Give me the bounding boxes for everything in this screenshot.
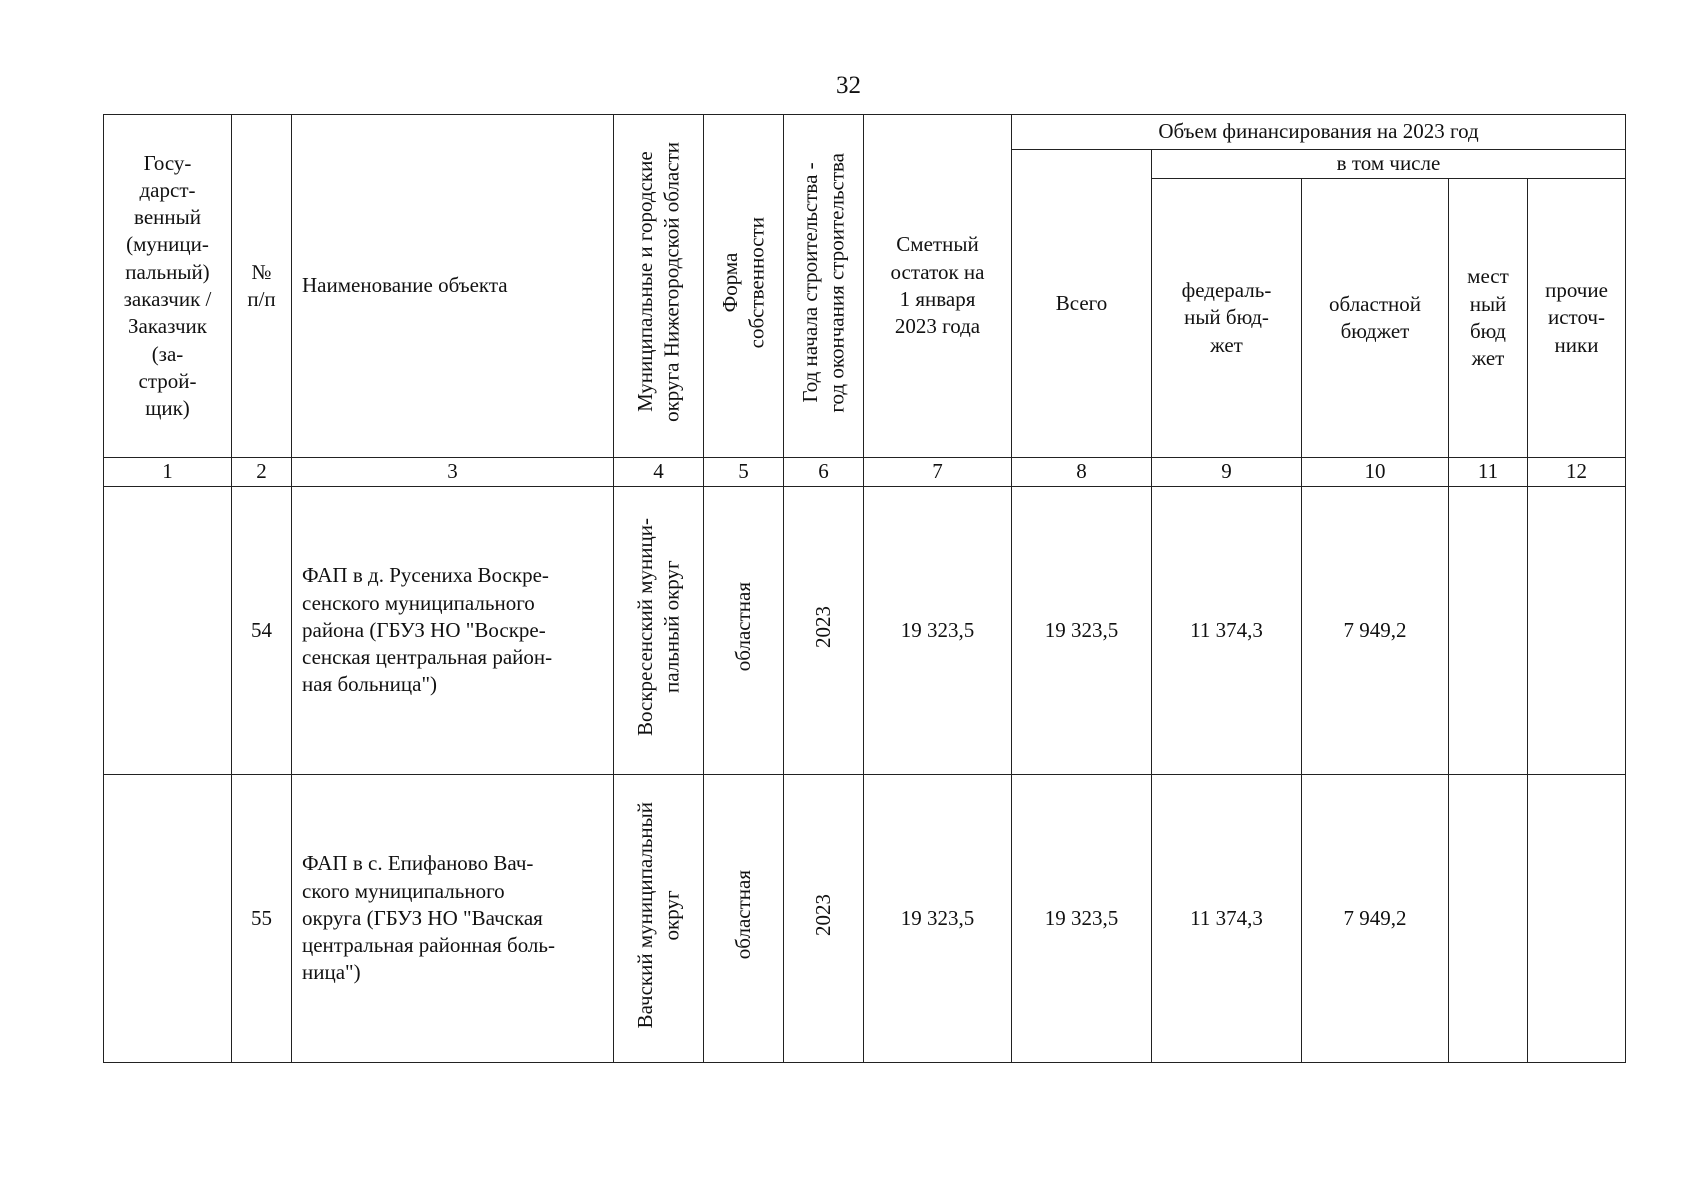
column-number: 5	[704, 458, 784, 487]
header-regional: областной бюджет	[1302, 179, 1449, 458]
cell-ownership: областная	[704, 487, 784, 775]
header-estimate: Сметный остаток на 1 января 2023 года	[864, 115, 1012, 458]
cell-other	[1528, 487, 1626, 775]
cell-estimate: 19 323,5	[864, 775, 1012, 1063]
cell-customer	[104, 487, 232, 775]
header-federal: федераль- ный бюд- жет	[1152, 179, 1302, 458]
column-number: 8	[1012, 458, 1152, 487]
header-including: в том числе	[1152, 150, 1626, 179]
header-district: Муниципальные и городские округа Нижегородской области	[614, 115, 704, 458]
cell-regional: 7 949,2	[1302, 487, 1449, 775]
cell-object-name: ФАП в д. Русениха Воскре- сенского муниципального района (ГБУЗ НО "Воскре- сенская центральная район- ная больница")	[292, 487, 614, 775]
header-ownership: Форма собственности	[704, 115, 784, 458]
column-number: 1	[104, 458, 232, 487]
cell-ownership: областная	[704, 775, 784, 1063]
header-other: прочие источ- ники	[1528, 179, 1626, 458]
cell-federal: 11 374,3	[1152, 487, 1302, 775]
column-number-row	[104, 458, 1626, 487]
column-number: 12	[1528, 458, 1626, 487]
cell-years: 2023	[784, 487, 864, 775]
cell-district: Вачский муниципальный округ	[614, 775, 704, 1063]
column-number: 9	[1152, 458, 1302, 487]
cell-number: 54	[232, 487, 292, 775]
header-financing-group: Объем финансирования на 2023 год	[1012, 115, 1626, 150]
header-customer: Госу- дарст- венный (муници- пальный) заказчик / Заказчик (за- строй- щик)	[104, 115, 232, 458]
header-total: Всего	[1012, 150, 1152, 458]
column-number: 3	[292, 458, 614, 487]
cell-object-name: ФАП в с. Епифаново Вач- ского муниципального округа (ГБУЗ НО "Вачская центральная районная боль- ница")	[292, 775, 614, 1063]
cell-local	[1449, 775, 1528, 1063]
cell-total: 19 323,5	[1012, 487, 1152, 775]
cell-regional: 7 949,2	[1302, 775, 1449, 1063]
header-years: Год начала строительства - год окончания строительства	[784, 115, 864, 458]
cell-estimate: 19 323,5	[864, 487, 1012, 775]
cell-number: 55	[232, 775, 292, 1063]
table-row	[104, 775, 1626, 1063]
column-number: 10	[1302, 458, 1449, 487]
column-number: 7	[864, 458, 1012, 487]
cell-district: Воскресенский муници- пальный округ	[614, 487, 704, 775]
header-object-name: Наименование объекта	[292, 115, 614, 458]
cell-years: 2023	[784, 775, 864, 1063]
cell-customer	[104, 775, 232, 1063]
column-number: 4	[614, 458, 704, 487]
column-number: 11	[1449, 458, 1528, 487]
cell-total: 19 323,5	[1012, 775, 1152, 1063]
column-number: 6	[784, 458, 864, 487]
financing-table	[103, 114, 1626, 1063]
table-row	[104, 487, 1626, 775]
cell-federal: 11 374,3	[1152, 775, 1302, 1063]
column-number: 2	[232, 458, 292, 487]
header-local: мест ный бюд жет	[1449, 179, 1528, 458]
page-number: 32	[836, 72, 861, 99]
cell-other	[1528, 775, 1626, 1063]
header-number: № п/п	[232, 115, 292, 458]
cell-local	[1449, 487, 1528, 775]
